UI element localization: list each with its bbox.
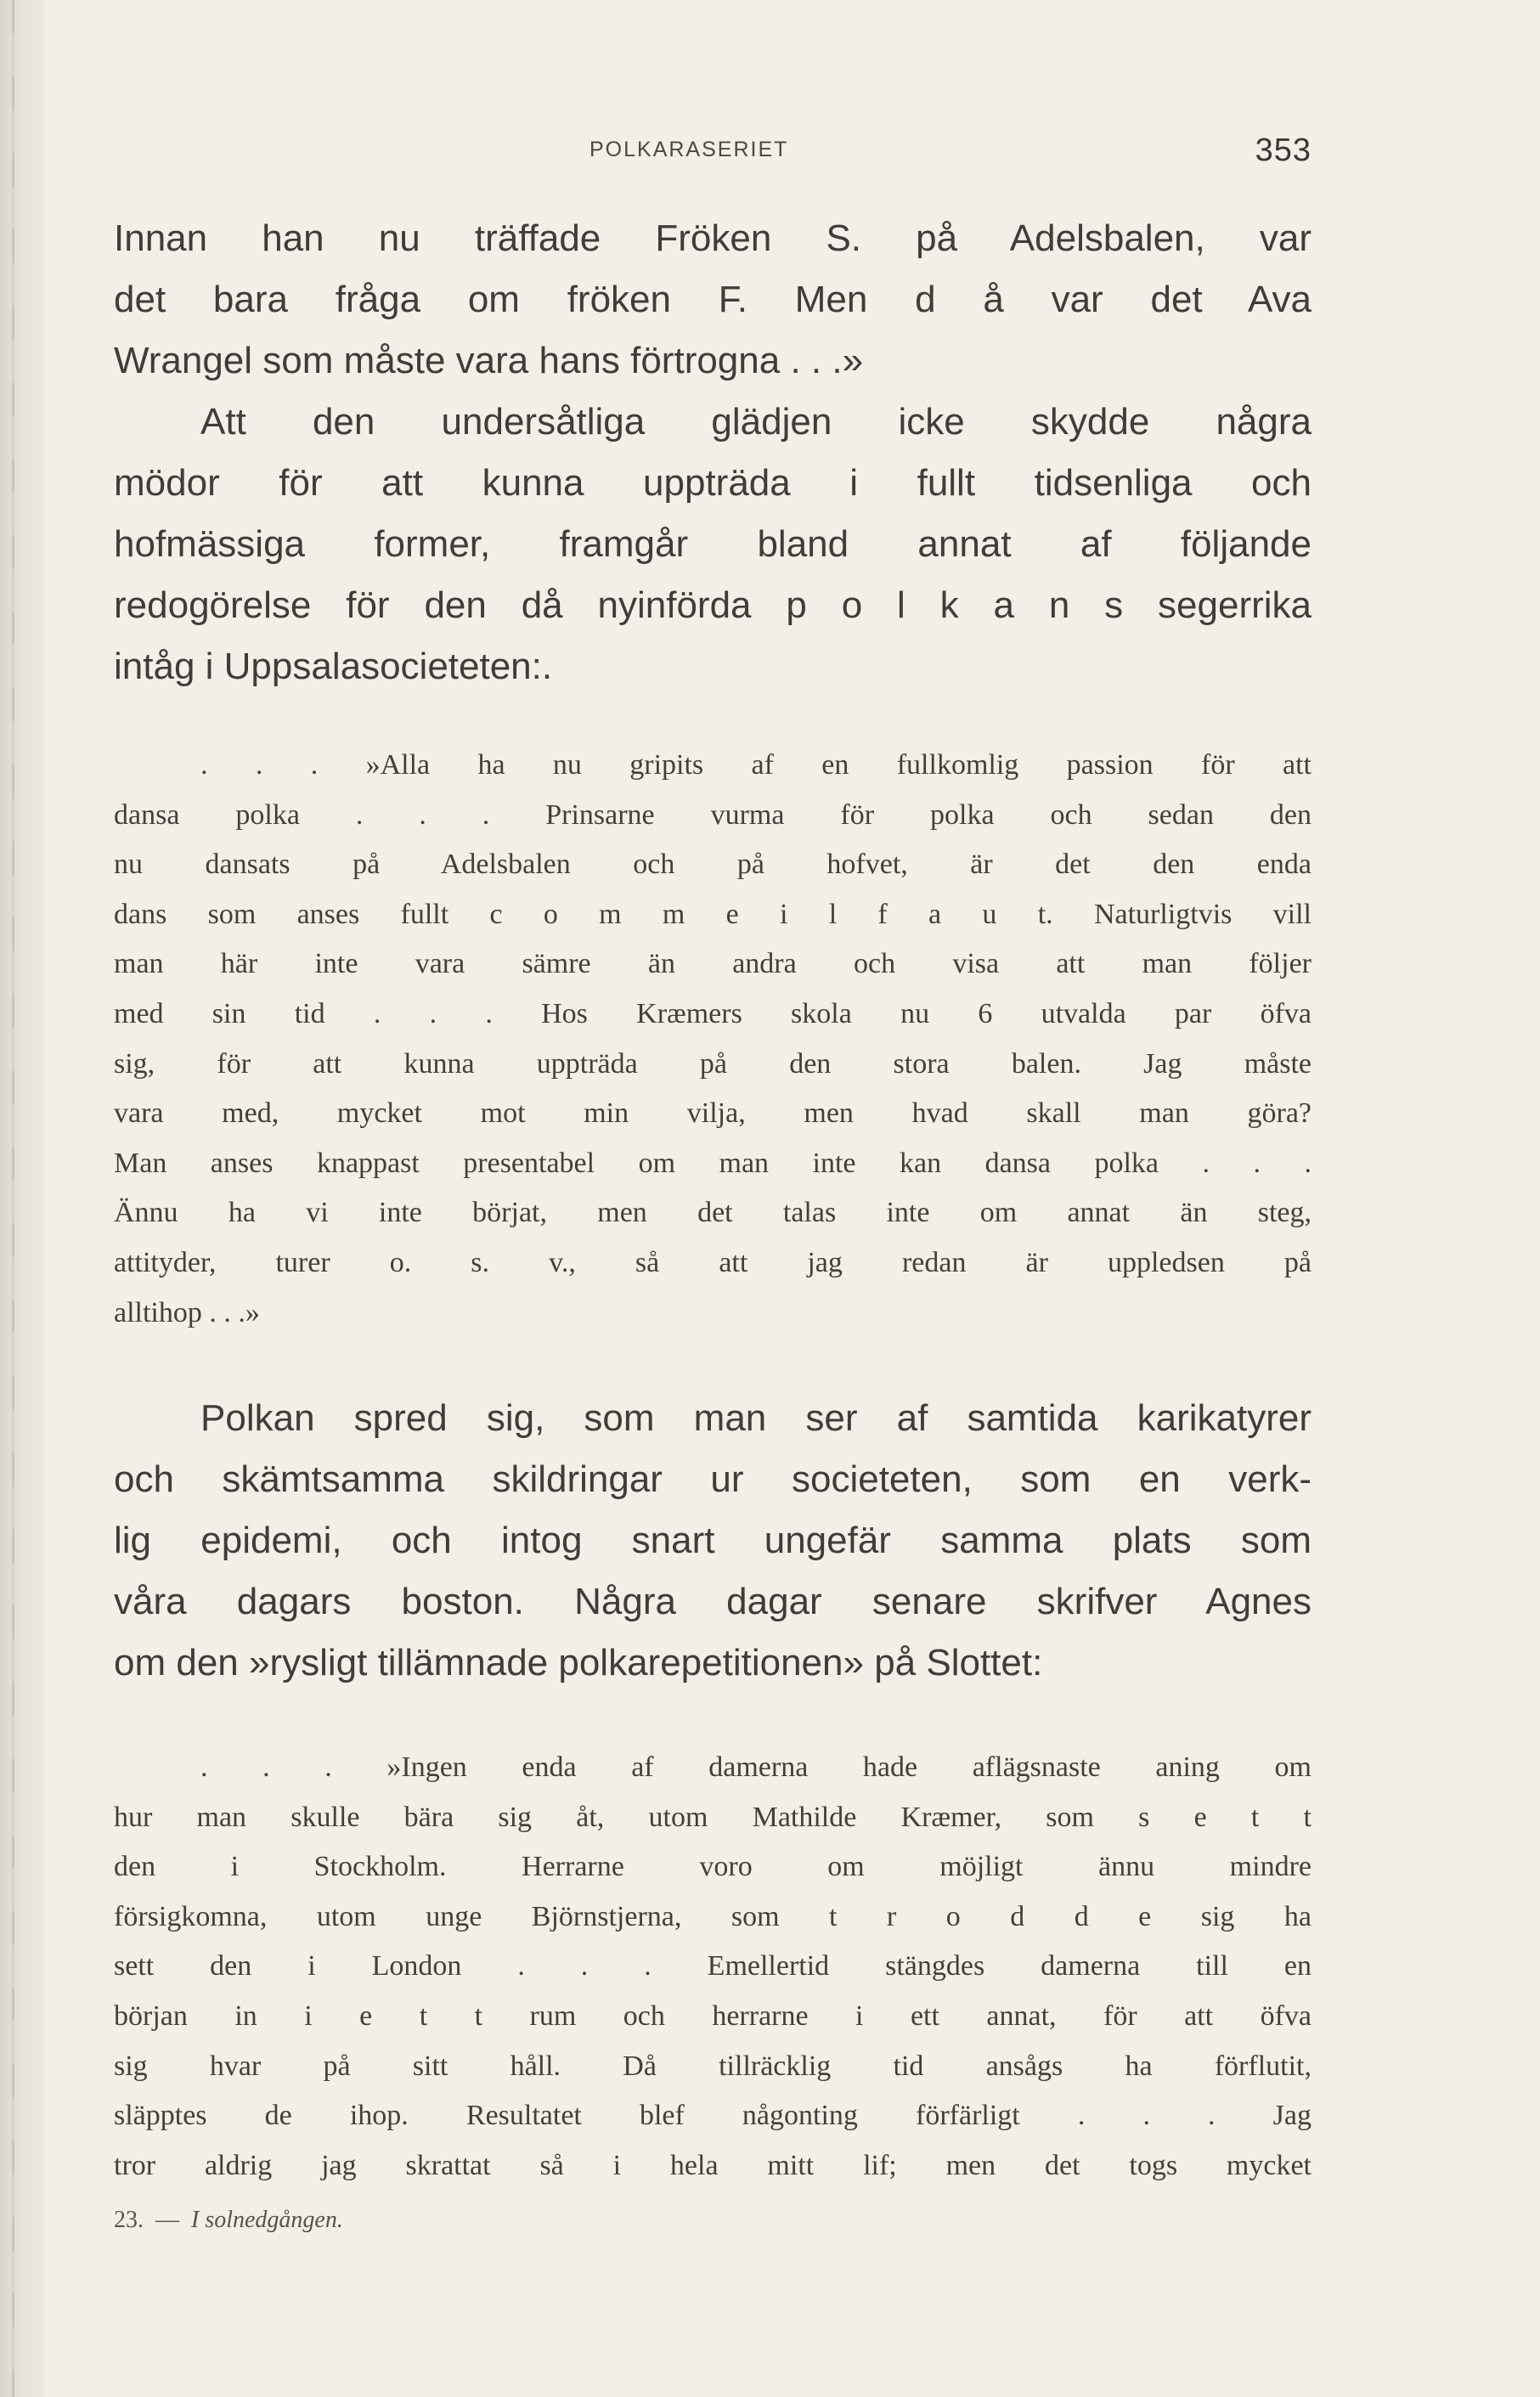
quote-block-2: [114, 1743, 1312, 2191]
text-line: Att den undersåtliga glädjen icke skydde några: [200, 401, 1312, 443]
text-line: redogörelse för den då nyinförda p o l k a n s segerrika: [114, 584, 1312, 626]
quote-line: tror aldrig jag skrattat så i hela mitt lif; men det togs mycket: [114, 2149, 1312, 2181]
running-head: [114, 133, 1312, 175]
quote-line: Man anses knappast presentabel om man inte kan dansa polka . . .: [114, 1147, 1312, 1179]
quote-line: nu dansats på Adelsbalen och på hofvet, är det den enda: [114, 849, 1312, 881]
quote-block-1: [114, 741, 1312, 1338]
quote-line: den i Stockholm. Herrarne voro om möjligt ännu mindre: [114, 1851, 1312, 1883]
quote-line: början in i e t t rum och herrarne i ett annat, för att öfva: [114, 1999, 1312, 2032]
signature-number: 23.: [114, 2207, 144, 2233]
text-line: Polkan spred sig, som man ser af samtida karikatyrer: [200, 1397, 1312, 1439]
quote-line: . . . »Ingen enda af damerna hade aflägsnaste aning om: [200, 1751, 1312, 1783]
paragraph-block-2: [114, 1388, 1312, 1694]
paragraph-block-1: [114, 208, 1312, 697]
quote-line: med sin tid . . . Hos Kræmers skola nu 6 utvalda par öfva: [114, 997, 1312, 1029]
text-line: Wrangel som måste vara hans förtrogna . . .»: [114, 340, 864, 381]
text-line: våra dagars boston. Några dagar senare skrifver Agnes: [114, 1581, 1312, 1622]
quote-line: försigkomna, utom unge Björnstjerna, som t r o d d e sig ha: [114, 1900, 1312, 1932]
binding-edge: [12, 0, 14, 2397]
text-line: lig epidemi, och intog snart ungefär samma plats som: [114, 1520, 1312, 1561]
quote-line: Ännu ha vi inte börjat, men det talas inte om annat än steg,: [114, 1197, 1312, 1229]
quote-line: hur man skulle bära sig åt, utom Mathilde Kræmer, som s e t t: [114, 1801, 1312, 1833]
signature-dash: —: [155, 2207, 179, 2233]
signature-title: I solnedgången.: [191, 2207, 343, 2233]
quote-line: släpptes de ihop. Resultatet blef någonting förfärligt . . . Jag: [114, 2100, 1312, 2132]
signature-mark: [114, 2207, 343, 2234]
page-number: 353: [1255, 133, 1312, 168]
text-line: hofmässiga former, framgår bland annat af följande: [114, 523, 1312, 565]
text-line: om den »rysligt tillämnade polkarepetitionen» på Slottet:: [114, 1642, 1043, 1684]
quote-line: dansa polka . . . Prinsarne vurma för polka och sedan den: [114, 798, 1312, 831]
running-head-title: POLKARASERIET: [589, 138, 789, 161]
quote-line: sig hvar på sitt håll. Då tillräcklig tid ansågs ha förflutit,: [114, 2050, 1312, 2082]
page-gutter-shadow: [0, 0, 44, 2397]
quote-line: dans som anses fullt c o m m e i l f a u t. Naturligtvis vill: [114, 898, 1312, 930]
quote-line: sig, för att kunna uppträda på den stora balen. Jag måste: [114, 1047, 1312, 1080]
quote-line: vara med, mycket mot min vilja, men hvad skall man göra?: [114, 1097, 1312, 1130]
quote-line: man här inte vara sämre än andra och visa att man följer: [114, 948, 1312, 980]
quote-line: attityder, turer o. s. v., så att jag redan är uppledsen på: [114, 1246, 1312, 1278]
quote-line: alltihop . . .»: [114, 1296, 260, 1328]
text-line: mödor för att kunna uppträda i fullt tidsenliga och: [114, 462, 1312, 504]
quote-line: sett den i London . . . Emellertid stängdes damerna till en: [114, 1950, 1312, 1982]
text-line: och skämtsamma skildringar ur societeten, som en verk-: [114, 1458, 1312, 1500]
quote-line: . . . »Alla ha nu gripits af en fullkomlig passion för att: [200, 749, 1312, 781]
text-line: det bara fråga om fröken F. Men d å var det Ava: [114, 279, 1312, 320]
text-line: intåg i Uppsalasocieteten:.: [114, 646, 553, 687]
text-line: Innan han nu träffade Fröken S. på Adelsbalen, var: [114, 217, 1312, 259]
